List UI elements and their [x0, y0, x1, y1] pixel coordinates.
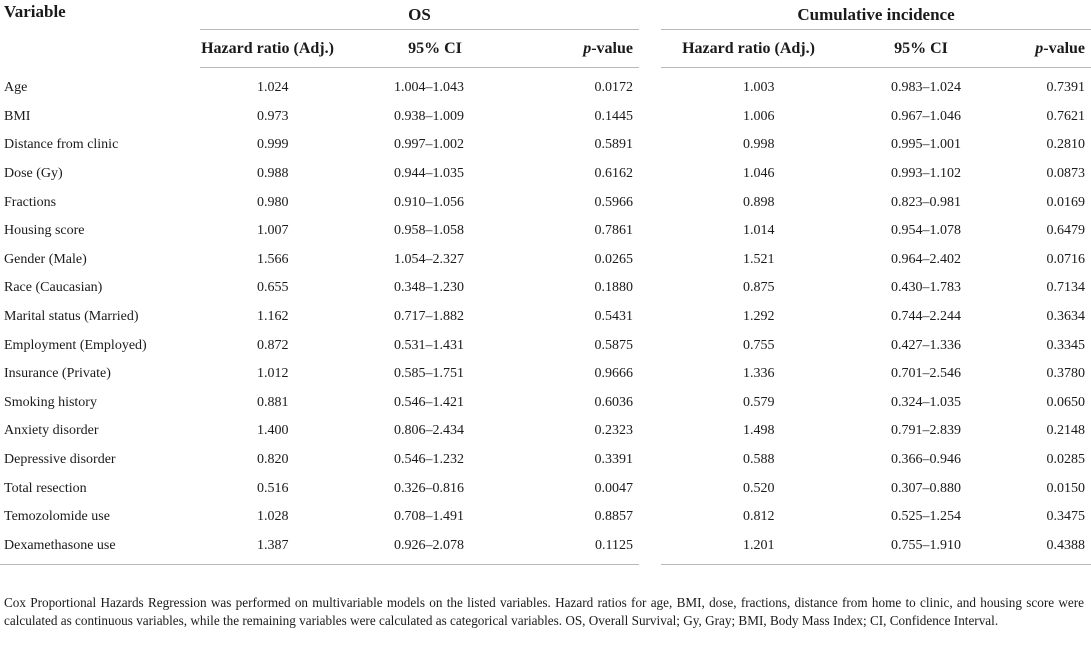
cell-os-p-value: 0.1125 [535, 532, 639, 565]
cell-os-ci95: 1.004–1.043 [394, 80, 464, 96]
table-row [0, 474, 1091, 503]
cell-os-p-value: 0.3391 [594, 452, 633, 468]
p-rest: -value [591, 39, 633, 57]
cell-variable: Gender (Male) [4, 251, 87, 267]
cell-gap [639, 389, 661, 418]
cell-os-ci95: 0.348–1.230 [394, 280, 464, 296]
cell-ci-hazard-ratio: 0.755 [743, 337, 775, 353]
header-variable: Variable [4, 2, 66, 21]
cell-ci-hazard-ratio: 1.336 [743, 366, 775, 382]
cell-gap [639, 188, 661, 217]
cell-ci-hazard-ratio: 0.898 [743, 194, 775, 210]
cell-variable: Anxiety disorder [4, 423, 99, 439]
cell-os-ci95: 1.054–2.327 [394, 251, 464, 267]
cell-os-ci95: 0.546–1.421 [394, 394, 464, 410]
header-ci-ci95: 95% CI [836, 30, 1006, 68]
p-rest: -value [1043, 39, 1086, 57]
cell-os-ci95: 0.926–2.078 [335, 532, 535, 565]
cell-gap [639, 503, 661, 532]
cell-os-hazard-ratio: 1.012 [257, 366, 289, 382]
cell-variable: Temozolomide use [4, 509, 110, 525]
cell-ci-ci95: 0.995–1.001 [891, 137, 961, 153]
cell-ci-p-value: 0.3780 [1046, 366, 1086, 382]
cell-ci-p-value: 0.6479 [1046, 223, 1086, 239]
cell-ci-p-value: 0.3634 [1046, 309, 1086, 325]
cell-os-ci95: 0.531–1.431 [394, 337, 464, 353]
cell-ci-p-value: 0.7134 [1046, 280, 1086, 296]
cell-ci-hazard-ratio: 0.520 [743, 480, 775, 496]
cell-variable: Employment (Employed) [4, 337, 147, 353]
table-row [0, 246, 1091, 275]
table-row [0, 532, 1091, 565]
cell-variable: Housing score [4, 223, 85, 239]
header-gap-2 [639, 30, 661, 68]
table-row [0, 188, 1091, 217]
cell-ci-ci95: 0.983–1.024 [891, 80, 961, 96]
table-row [0, 274, 1091, 303]
cell-gap [639, 446, 661, 475]
cell-os-ci95: 0.708–1.491 [394, 509, 464, 525]
cell-os-ci95: 0.326–0.816 [394, 480, 464, 496]
cell-os-hazard-ratio: 0.973 [257, 108, 289, 124]
cell-variable: Depressive disorder [4, 452, 116, 468]
cell-ci-p-value: 0.0169 [1046, 194, 1086, 210]
p-italic: p [583, 39, 592, 57]
cell-variable: Distance from clinic [4, 137, 119, 153]
cell-ci-ci95: 0.744–2.244 [891, 309, 961, 325]
cell-os-hazard-ratio: 1.007 [257, 223, 289, 239]
cell-ci-p-value: 0.3345 [1046, 337, 1086, 353]
cell-ci-ci95: 0.964–2.402 [891, 251, 961, 267]
header-os-ci95: 95% CI [335, 30, 535, 68]
cell-os-p-value: 0.6036 [594, 394, 633, 410]
table-row [0, 68, 1091, 103]
cell-variable: Dose (Gy) [4, 166, 63, 182]
cell-ci-p-value: 0.7391 [1046, 80, 1086, 96]
cell-os-ci95: 0.997–1.002 [394, 137, 464, 153]
cell-ci-ci95: 0.307–0.880 [891, 480, 961, 496]
cell-os-p-value: 0.5891 [594, 137, 633, 153]
cell-variable: Fractions [4, 194, 57, 210]
cell-ci-hazard-ratio: 1.292 [743, 309, 775, 325]
cell-os-hazard-ratio: 1.028 [257, 509, 289, 525]
cell-os-p-value: 0.0172 [594, 80, 633, 96]
table-row [0, 131, 1091, 160]
cell-os-hazard-ratio: 0.988 [257, 166, 289, 182]
cell-os-ci95: 0.958–1.058 [394, 223, 464, 239]
cell-os-hazard-ratio: 0.881 [257, 394, 289, 410]
table-footnote: Cox Proportional Hazards Regression was performed on multivariable models on the listed variables. Hazard ratios for age, BMI, dose, fractions, distance from home to clinic, and housing score were calculated as continuous variables, while the remaining variables were calculated as categorical variables. OS, Overall Survival; Gy, Gray; BMI, Body Mass Index; CI, Confidence Interval. [4, 595, 1084, 628]
cell-ci-ci95: 0.427–1.336 [891, 337, 961, 353]
cell-ci-hazard-ratio: 0.998 [743, 137, 775, 153]
cell-ci-ci95: 0.324–1.035 [891, 394, 961, 410]
table-row [0, 503, 1091, 532]
cell-ci-ci95: 0.993–1.102 [891, 166, 961, 182]
cell-ci-hazard-ratio: 0.875 [743, 280, 775, 296]
table-header [0, 0, 1091, 68]
table-row [0, 360, 1091, 389]
cell-ci-hazard-ratio: 0.588 [743, 452, 775, 468]
cell-ci-hazard-ratio: 0.812 [743, 509, 775, 525]
cell-gap [639, 417, 661, 446]
cell-variable: Race (Caucasian) [4, 280, 103, 296]
cell-ci-hazard-ratio: 1.046 [743, 166, 775, 182]
cell-os-p-value: 0.5431 [594, 309, 633, 325]
cell-os-p-value: 0.2323 [594, 423, 633, 439]
cell-ci-ci95: 0.954–1.078 [891, 223, 961, 239]
cell-ci-p-value: 0.2148 [1046, 423, 1086, 439]
cell-gap [639, 68, 661, 103]
cell-os-p-value: 0.1880 [594, 280, 633, 296]
p-italic: p [1035, 39, 1044, 57]
cell-variable: Total resection [4, 480, 87, 496]
cell-variable: Insurance (Private) [4, 366, 111, 382]
header-gap [639, 0, 661, 30]
cell-gap [639, 331, 661, 360]
cell-os-hazard-ratio: 0.655 [257, 280, 289, 296]
cell-gap [639, 274, 661, 303]
cell-os-p-value: 0.5966 [594, 194, 633, 210]
cell-ci-p-value: 0.0716 [1046, 251, 1086, 267]
cell-ci-hazard-ratio: 1.498 [743, 423, 775, 439]
table-row [0, 417, 1091, 446]
cell-ci-ci95: 0.366–0.946 [891, 452, 961, 468]
header-group-os: OS [200, 0, 639, 30]
cell-ci-ci95: 0.430–1.783 [891, 280, 961, 296]
cell-os-hazard-ratio: 1.387 [200, 532, 335, 565]
cell-gap [639, 246, 661, 275]
cell-ci-p-value: 0.0285 [1046, 452, 1086, 468]
cell-variable: Marital status (Married) [4, 309, 139, 325]
cell-os-ci95: 0.806–2.434 [394, 423, 464, 439]
table-row [0, 331, 1091, 360]
cell-os-ci95: 0.944–1.035 [394, 166, 464, 182]
cell-os-ci95: 0.910–1.056 [394, 194, 464, 210]
cell-ci-hazard-ratio: 1.003 [743, 80, 775, 96]
cell-variable: Age [4, 80, 28, 96]
cell-os-p-value: 0.7861 [594, 223, 633, 239]
cell-ci-hazard-ratio: 1.014 [743, 223, 775, 239]
cell-os-p-value: 0.0265 [594, 251, 633, 267]
cell-ci-ci95: 0.967–1.046 [891, 108, 961, 124]
cell-ci-p-value: 0.0650 [1046, 394, 1086, 410]
cell-gap [639, 103, 661, 132]
cell-os-p-value: 0.9666 [594, 366, 633, 382]
cell-ci-hazard-ratio: 1.521 [743, 251, 775, 267]
cell-os-hazard-ratio: 0.516 [257, 480, 289, 496]
cell-gap [639, 532, 661, 565]
cell-gap [639, 131, 661, 160]
cell-variable: Dexamethasone use [0, 532, 200, 565]
cell-ci-p-value: 0.7621 [1046, 108, 1086, 124]
header-os-hazard-ratio: Hazard ratio (Adj.) [200, 30, 335, 68]
cell-ci-ci95: 0.823–0.981 [891, 194, 961, 210]
cell-os-ci95: 0.546–1.232 [394, 452, 464, 468]
cell-os-hazard-ratio: 1.400 [257, 423, 289, 439]
cell-gap [639, 217, 661, 246]
cell-os-hazard-ratio: 1.566 [257, 251, 289, 267]
cell-ci-hazard-ratio: 1.201 [661, 532, 836, 565]
cell-os-hazard-ratio: 1.162 [257, 309, 289, 325]
table-row [0, 446, 1091, 475]
cell-gap [639, 160, 661, 189]
cell-os-p-value: 0.1445 [594, 108, 633, 124]
cell-ci-ci95: 0.791–2.839 [891, 423, 961, 439]
cell-gap [639, 360, 661, 389]
cell-ci-p-value: 0.3475 [1046, 509, 1086, 525]
table-row [0, 389, 1091, 418]
cell-os-p-value: 0.5875 [594, 337, 633, 353]
table-row [0, 217, 1091, 246]
cell-ci-hazard-ratio: 0.579 [743, 394, 775, 410]
cell-ci-p-value: 0.0873 [1046, 166, 1086, 182]
cell-variable: BMI [4, 108, 31, 124]
cell-os-hazard-ratio: 0.872 [257, 337, 289, 353]
cell-os-hazard-ratio: 0.999 [257, 137, 289, 153]
cell-os-hazard-ratio: 1.024 [257, 80, 289, 96]
cell-os-p-value: 0.8857 [594, 509, 633, 525]
cell-gap [639, 474, 661, 503]
cell-os-p-value: 0.6162 [594, 166, 633, 182]
cell-os-ci95: 0.585–1.751 [394, 366, 464, 382]
header-ci-p-value [1006, 30, 1091, 68]
cell-ci-p-value: 0.0150 [1046, 480, 1086, 496]
header-os-p-value [535, 30, 639, 68]
header-ci-hazard-ratio: Hazard ratio (Adj.) [661, 30, 836, 68]
cell-ci-p-value: 0.4388 [1006, 532, 1091, 565]
header-group-cumulative-incidence: Cumulative incidence [661, 0, 1091, 30]
cell-os-hazard-ratio: 0.820 [257, 452, 289, 468]
cell-os-p-value: 0.0047 [594, 480, 633, 496]
cell-ci-ci95: 0.525–1.254 [891, 509, 961, 525]
table-body [0, 68, 1091, 565]
cell-os-hazard-ratio: 0.980 [257, 194, 289, 210]
cell-os-ci95: 0.938–1.009 [394, 108, 464, 124]
table-row [0, 103, 1091, 132]
cell-ci-hazard-ratio: 1.006 [743, 108, 775, 124]
cell-ci-ci95: 0.701–2.546 [891, 366, 961, 382]
table-row [0, 160, 1091, 189]
cell-variable: Smoking history [4, 394, 97, 410]
cell-os-ci95: 0.717–1.882 [394, 309, 464, 325]
cell-ci-p-value: 0.2810 [1046, 137, 1086, 153]
cell-ci-ci95: 0.755–1.910 [836, 532, 1006, 565]
table-row [0, 303, 1091, 332]
cell-gap [639, 303, 661, 332]
